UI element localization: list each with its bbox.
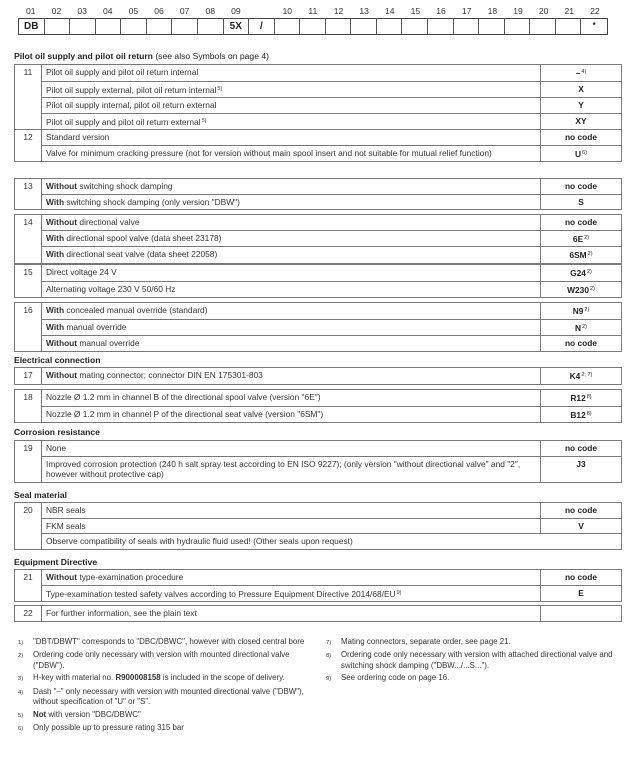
position-label: 22: [590, 6, 600, 16]
footnote-mark: 5): [18, 712, 24, 719]
option-table-13: [14, 178, 622, 210]
footnote-mark: 3): [18, 676, 24, 683]
option-description: Without manual override: [42, 336, 541, 352]
footnotes-right: [326, 637, 626, 687]
footnote-mark: 8): [326, 653, 332, 660]
footnote: [326, 673, 626, 685]
table-row: [15, 456, 622, 482]
code-box: [479, 19, 505, 34]
option-code: no code: [541, 130, 622, 146]
option-code: X: [541, 81, 622, 98]
code-box: [377, 19, 403, 34]
option-description: Without switching shock damping: [42, 179, 541, 195]
position-number: 20: [15, 503, 42, 550]
code-box: [402, 19, 428, 34]
footnote: [326, 637, 626, 649]
section-title-seal: [14, 490, 67, 500]
position-label: 07: [179, 6, 190, 16]
option-description: With directional spool valve (data sheet 23178): [42, 230, 541, 247]
option-table-20: [14, 502, 622, 550]
table-row: [15, 194, 622, 210]
footnote-mark: 7): [326, 640, 332, 646]
position-label: 14: [385, 6, 395, 16]
option-code: V: [541, 518, 622, 534]
table-row: [15, 215, 622, 231]
position-label: 19: [513, 6, 523, 16]
position-label: 21: [564, 6, 575, 16]
footnote: [18, 723, 308, 735]
position-labels: [18, 4, 608, 18]
option-description: Alternating voltage 230 V 50/60 Hz: [42, 281, 541, 298]
option-code: K4$^{2; 7)}$: [541, 368, 622, 385]
section-title-bold: Seal material: [14, 490, 68, 500]
option-description: Without type-examination procedure: [42, 570, 541, 586]
option-table-17: [14, 367, 622, 385]
position-number: 18: [15, 390, 42, 423]
footnote-mark: 6): [18, 726, 24, 733]
option-table-16: [14, 302, 622, 352]
table-row: [15, 503, 622, 519]
option-table-18: [14, 389, 622, 423]
footnote-mark: 1): [18, 640, 24, 646]
table-row: [15, 585, 622, 602]
option-table-15: [14, 264, 622, 298]
table-row: [15, 368, 622, 385]
option-code: no code: [541, 503, 622, 519]
option-code: E: [541, 585, 622, 602]
footnote-mark: 9): [326, 676, 332, 683]
position-number: 12: [15, 130, 42, 162]
position-number: 13: [15, 179, 42, 210]
option-table-19: [14, 440, 622, 483]
footnote: [326, 650, 626, 672]
table-row: [15, 281, 622, 298]
position-label: 05: [128, 6, 139, 16]
option-code: no code: [541, 570, 622, 586]
option-code: R12$^{8)}$: [541, 390, 622, 407]
option-table-21: [14, 569, 622, 602]
option-description: Without mating connector; connector DIN EN 175301-803: [42, 368, 541, 385]
option-code: W230$^{2)}$: [541, 281, 622, 298]
option-description: With manual override: [42, 319, 541, 336]
code-box: [198, 19, 224, 34]
table-row: [15, 606, 622, 622]
code-box: [351, 19, 377, 34]
code-box: [275, 19, 301, 34]
option-description: Pilot oil supply and pilot oil return external$^{5)}$: [42, 113, 541, 130]
footnote-text: H-key with material no. R900008158 is included in the scope of delivery.: [33, 673, 285, 683]
code-box: [300, 19, 326, 34]
table-row: [15, 81, 622, 98]
section-title-electrical: [14, 355, 100, 365]
section-title-equipment: [14, 557, 97, 567]
position-label: 09: [231, 6, 241, 16]
position-label: 17: [461, 6, 472, 16]
option-code: no code: [541, 179, 622, 195]
table-row: [15, 406, 622, 423]
option-description: With switching shock damping (only version "DBW"): [42, 194, 541, 210]
option-code: XY: [541, 113, 622, 130]
table-row: [15, 247, 622, 264]
table-row: [15, 319, 622, 336]
code-box: DB: [19, 19, 45, 34]
position-number: 11: [15, 65, 42, 130]
code-box: [428, 19, 454, 34]
code-box: *: [592, 21, 596, 30]
footnote: [18, 673, 308, 685]
option-description: Pilot oil supply external, pilot oil return internal$^{5)}$: [42, 81, 541, 98]
option-description: Without directional valve: [42, 215, 541, 231]
position-label: 12: [333, 6, 344, 16]
position-number: 21: [15, 570, 42, 602]
table-row: [15, 145, 622, 162]
position-number: 16: [15, 303, 42, 352]
table-row: [15, 179, 622, 195]
table-row: [15, 303, 622, 320]
ordering-code-grid: [18, 4, 608, 35]
code-box: [96, 19, 122, 34]
position-label: 03: [77, 6, 87, 16]
option-description: Improved corrosion protection (240 h salt spray test according to EN ISO 9227); (only version "without directional valve" and "2", however without protective cap): [42, 456, 541, 482]
position-number: 14: [15, 215, 42, 264]
option-table-14: [14, 214, 622, 264]
option-description: Type-examination tested safety valves according to Pressure Equipment Directive 2014/68/EU$^{9)}$: [42, 585, 541, 602]
footnote: [18, 710, 308, 722]
footnote-text: "DBT/DBWT" corresponds to "DBC/DBWC", however with closed central bore: [33, 637, 305, 646]
section-title-rest: (see also Symbols on page 4): [152, 51, 270, 61]
code-box: [556, 19, 582, 34]
position-label: 01: [26, 6, 36, 16]
code-box: [326, 19, 352, 34]
option-code: no code: [541, 336, 622, 352]
table-row: [15, 570, 622, 586]
footnote-text: Ordering code only necessary with version with attached directional valve and switching shock damping ("DBW.../...S...").: [341, 650, 613, 671]
table-row: [15, 390, 622, 407]
table-row: [15, 441, 622, 457]
footnote: [18, 637, 308, 649]
footnote: [18, 687, 308, 709]
section-title-corrosion: [14, 427, 100, 437]
position-label: 18: [487, 6, 498, 16]
option-description: With concealed manual override (standard): [42, 303, 541, 320]
footnotes-left: [18, 637, 308, 736]
section-title-bold: Electrical connection: [14, 355, 101, 365]
table-row: [15, 65, 622, 82]
option-description: Valve for minimum cracking pressure (not for version without main spool insert and not suitable for mutual relief function): [42, 145, 541, 162]
footnote: [18, 650, 308, 672]
option-code: U$^{6)}$: [541, 145, 622, 162]
option-code: S: [541, 194, 622, 210]
option-description: Nozzle Ø 1.2 mm in channel B of the directional spool valve (version "6E"): [42, 390, 541, 407]
code-box: [45, 19, 71, 34]
option-description: Nozzle Ø 1.2 mm in channel P of the directional seat valve (version "6SM"): [42, 406, 541, 423]
option-description: Standard version: [42, 130, 541, 146]
table-row: [15, 113, 622, 130]
table-row: [15, 518, 622, 534]
position-label: [249, 4, 275, 18]
position-label: 15: [410, 6, 421, 16]
footnote-mark: 2): [18, 653, 24, 660]
footnote-mark: 4): [18, 689, 24, 696]
position-label: 06: [154, 6, 164, 16]
code-box: [530, 19, 556, 34]
footnote-text: Dash "–" only necessary with version with mounted directional valve ("DBW"), without specification of "U" or "S".: [33, 686, 304, 707]
footnote-text: Mating connectors, separate order, see page 21.: [341, 637, 511, 646]
code-separator: /: [249, 19, 275, 34]
table-row: [15, 336, 622, 352]
option-code: J3: [541, 456, 622, 482]
option-description: Pilot oil supply and pilot oil return internal: [42, 65, 541, 82]
option-table-22: [14, 605, 622, 622]
footnote-text: Ordering code only necessary with version with mounted directional valve ("DBW").: [33, 650, 290, 671]
section-title-pilot-oil: [14, 51, 269, 61]
option-table-12: [14, 129, 622, 162]
footnote-text: Only possible up to pressure rating 315 bar: [33, 723, 184, 733]
code-box: [147, 19, 173, 34]
code-box: [70, 19, 96, 34]
option-code: N$^{2)}$: [541, 319, 622, 336]
option-code: [541, 606, 622, 622]
position-label: 02: [51, 6, 62, 16]
option-table-11: [14, 64, 622, 130]
option-description: With directional seat valve (data sheet 22058): [42, 247, 541, 264]
option-description: Direct voltage 24 V: [42, 265, 541, 282]
section-title-bold: Pilot oil supply and pilot oil return: [14, 51, 153, 61]
position-label: 13: [359, 6, 369, 16]
table-row: [15, 534, 622, 550]
section-title-bold: Equipment Directive: [14, 557, 98, 567]
position-label: 16: [436, 6, 446, 16]
option-code: –$^{4)}$: [541, 65, 622, 82]
option-description: None: [42, 441, 541, 457]
option-code: B12$^{8)}$: [541, 406, 622, 423]
option-code: no code: [541, 441, 622, 457]
position-label: 11: [308, 6, 318, 16]
option-code: 6E$^{2)}$: [541, 230, 622, 247]
code-box: [454, 19, 480, 34]
table-row: [15, 98, 622, 114]
footnote-text: Not with version "DBC/DBWC": [33, 709, 141, 719]
table-row: [15, 265, 622, 282]
option-code: N9$^{2)}$: [541, 303, 622, 320]
code-box: [172, 19, 198, 34]
table-row: [15, 130, 622, 146]
option-description: For further information, see the plain text: [42, 606, 541, 622]
position-number: 19: [15, 441, 42, 483]
position-label: 20: [538, 6, 549, 16]
position-label: 04: [102, 6, 113, 16]
option-code: no code: [541, 215, 622, 231]
option-code: Y: [541, 98, 622, 114]
position-number: 17: [15, 368, 42, 385]
option-description: NBR seals: [42, 503, 541, 519]
position-label: 08: [205, 6, 216, 16]
option-code: G24$^{2)}$: [541, 265, 622, 282]
option-code: 6SM$^{2)}$: [541, 247, 622, 264]
position-number: 15: [15, 265, 42, 298]
option-description: FKM seals: [42, 518, 541, 534]
option-description: Pilot oil supply internal, pilot oil return external: [42, 98, 541, 114]
code-boxes: [18, 18, 608, 35]
section-title-bold: Corrosion resistance: [14, 427, 100, 437]
code-box: [505, 19, 531, 34]
table-row: [15, 230, 622, 247]
code-box: 5X: [224, 19, 250, 34]
code-box: [121, 19, 147, 34]
footnote-text: See ordering code on page 16.: [341, 673, 450, 683]
seal-note: Observe compatibility of seals with hydraulic fluid used! (Other seals upon request): [42, 534, 622, 550]
position-label: 10: [282, 6, 292, 16]
position-number: 22: [15, 606, 42, 622]
